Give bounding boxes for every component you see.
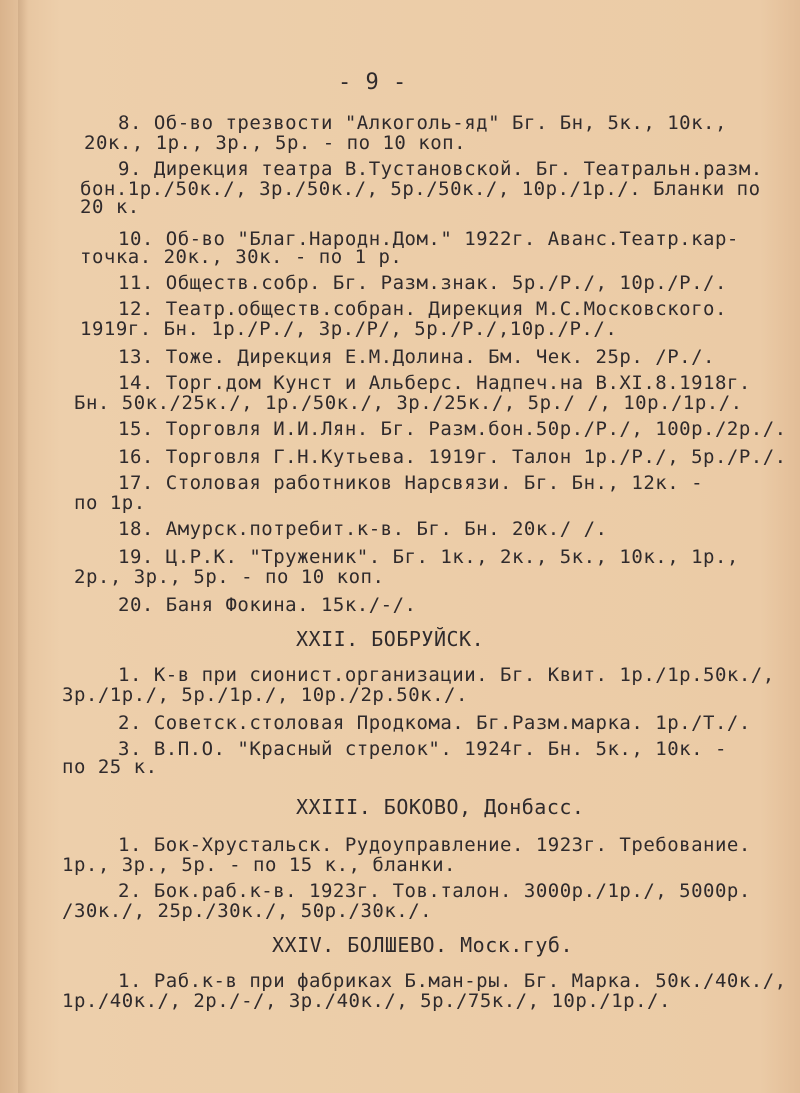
text-line: 20к., 1р., 3р., 5р. - по 10 коп. [84, 132, 467, 154]
text-line: 9. Дирекция театра В.Тустановской. Бг. Театральн.разм. [118, 158, 763, 180]
section-heading: XXIV. БОЛШЕВО. Моск.губ. [272, 933, 573, 957]
text-line: 3р./1р./, 5р./1р./, 10р./2р.50к./. [62, 684, 468, 706]
page-number: - 9 - [338, 70, 407, 95]
text-line: бон.1р./50к./, 3р./50к./, 5р./50к./, 10р./1р./. Бланки по [80, 178, 761, 200]
text-line: 17. Столовая работников Нарсвязи. Бг. Бн., 12к. - [118, 472, 704, 494]
text-line: 8. Об-во трезвости "Алкоголь-яд" Бг. Бн, 5к., 10к., [118, 112, 727, 134]
text-line: 1. К-в при сионист.организации. Бг. Квит. 1р./1р.50к./, [118, 664, 775, 686]
text-line: по 1р. [74, 492, 146, 514]
text-line: 1. Раб.к-в при фабриках Б.ман-ры. Бг. Марка. 50к./40к./, [118, 970, 787, 992]
section-heading: XXII. БОБРУЙСК. [296, 627, 485, 651]
text-line: 20 к. [80, 196, 140, 218]
text-line: 1р./40к./, 2р./-/, 3р./40к./, 5р./75к./, 10р./1р./. [62, 990, 671, 1012]
text-line: 16. Торговля Г.Н.Кутьева. 1919г. Талон 1р./Р./, 5р./Р./. [118, 446, 787, 468]
text-line: 14. Торг.дом Кунст и Альберс. Надпеч.на В.XI.8.1918г. [118, 372, 751, 394]
text-line: 12. Театр.обществ.собран. Дирекция М.С.Московского. [118, 298, 727, 320]
text-line: 3. В.П.О. "Красный стрелок". 1924г. Бн. 5к., 10к. - [118, 738, 727, 760]
text-line: 2. Советск.столовая Продкома. Бг.Разм.марка. 1р./Т./. [118, 712, 751, 734]
text-line: /30к./, 25р./30к./, 50р./30к./. [62, 900, 433, 922]
text-line: Бн. 50к./25к./, 1р./50к./, 3р./25к./, 5р./ /, 10р./1р./. [74, 392, 743, 414]
text-line: 2. Бок.раб.к-в. 1923г. Тов.талон. 3000р./1р./, 5000р. [118, 880, 751, 902]
text-line: 10. Об-во "Благ.Народн.Дом." 1922г. Аванс.Театр.кар- [118, 228, 739, 250]
text-line: по 25 к. [62, 756, 158, 778]
text-line: 20. Баня Фокина. 15к./-/. [118, 594, 417, 616]
page-fold-shadow [18, 0, 28, 1093]
text-line: 13. Тоже. Дирекция Е.М.Долина. Бм. Чек. 25р. /Р./. [118, 346, 715, 368]
text-line: 1. Бок-Хрустальск. Рудоуправление. 1923г. Требование. [118, 834, 751, 856]
text-line: 1р., 3р., 5р. - по 15 к., бланки. [62, 854, 456, 876]
text-line: 15. Торговля И.И.Лян. Бг. Разм.бон.50р./Р./, 100р./2р./. [118, 418, 787, 440]
text-line: 11. Обществ.собр. Бг. Разм.знак. 5р./Р./, 10р./Р./. [118, 272, 727, 294]
text-line: 1919г. Бн. 1р./Р./, 3р./Р/, 5р./Р./,10р./Р./. [80, 318, 618, 340]
text-line: 19. Ц.Р.К. "Труженик". Бг. 1к., 2к., 5к., 10к., 1р., [118, 546, 739, 568]
section-heading: XXIII. БОКОВО, Донбасс. [296, 795, 585, 819]
text-line: точка. 20к., 30к. - по 1 р. [80, 246, 403, 268]
text-line: 2р., 3р., 5р. - по 10 коп. [74, 566, 385, 588]
text-line: 18. Амурск.потребит.к-в. Бг. Бн. 20к./ /. [118, 518, 608, 540]
